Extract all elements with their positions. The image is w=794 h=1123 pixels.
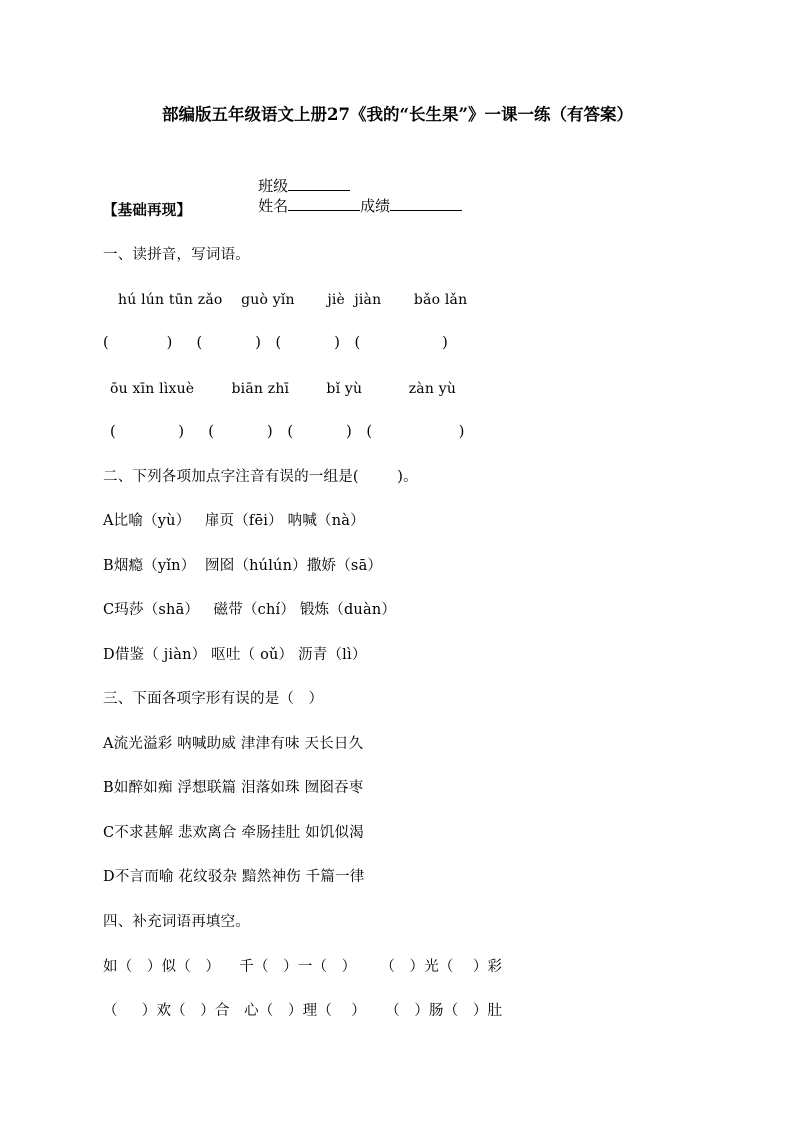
q1-pinyin-row-2: ōu xīn lìxuè biān zhī bǐ yù zàn yù xyxy=(110,381,457,397)
q1-answer-row-2: ( ) ( ) ( ) ( ) xyxy=(110,424,465,440)
score-label: 成绩 xyxy=(360,197,391,215)
q2-option-d: D借鉴（ jiàn） 呕吐（ oǔ） 沥青（lì） xyxy=(103,647,367,663)
q1-pinyin-row-1: hú lún tūn zǎo guò yǐn jiè jiàn bǎo lǎn xyxy=(118,292,468,308)
q4-fill-row-1: 如（ ）似（ ） 千（ ）一（ ） （ ）光（ ）彩 xyxy=(103,959,503,975)
q3-option-a: A流光溢彩 呐喊助威 津津有味 天长日久 xyxy=(103,736,364,752)
q3-option-b: B如醉如痴 浮想联篇 泪落如珠 囫囵吞枣 xyxy=(103,780,364,796)
name-label: 姓名 xyxy=(258,197,289,215)
q3-heading: 三、下面各项字形有误的是（ ） xyxy=(103,691,324,707)
q2-option-a: A比喻（yù） 扉页（fēi） 呐喊（nà） xyxy=(103,513,365,529)
q3-option-c: C不求甚解 悲欢离合 牵肠挂肚 如饥似渴 xyxy=(103,825,364,841)
section-heading: 【基础再现】 xyxy=(103,202,192,219)
q4-fill-row-2: （ ）欢（ ）合 心（ ）理（ ） （ ）肠（ ）肚 xyxy=(103,1003,503,1019)
q4-heading: 四、补充词语再填空。 xyxy=(103,914,250,930)
q2-option-b: B烟瘾（yǐn） 囫囵（húlún）撒娇（sā） xyxy=(103,558,383,574)
class-blank xyxy=(288,176,350,191)
q1-heading: 一、读拼音，写词语。 xyxy=(103,247,250,263)
class-label: 班级 xyxy=(258,177,289,195)
q2-heading: 二、下列各项加点字注音有误的一组是( )。 xyxy=(103,469,418,485)
worksheet-title: 部编版五年级语文上册27《我的“长生果”》一课一练（有答案） xyxy=(162,105,633,124)
name-blank xyxy=(288,196,360,211)
q2-option-c: C玛莎（shā） 磁带（chí） 锻炼（duàn） xyxy=(103,602,397,618)
score-blank xyxy=(390,196,462,211)
q1-answer-row-1: ( ) ( ) ( ) ( ) xyxy=(103,335,449,351)
student-info-line xyxy=(239,156,462,236)
q3-option-d: D不言而喻 花纹驳杂 黯然神伤 千篇一律 xyxy=(103,869,365,885)
